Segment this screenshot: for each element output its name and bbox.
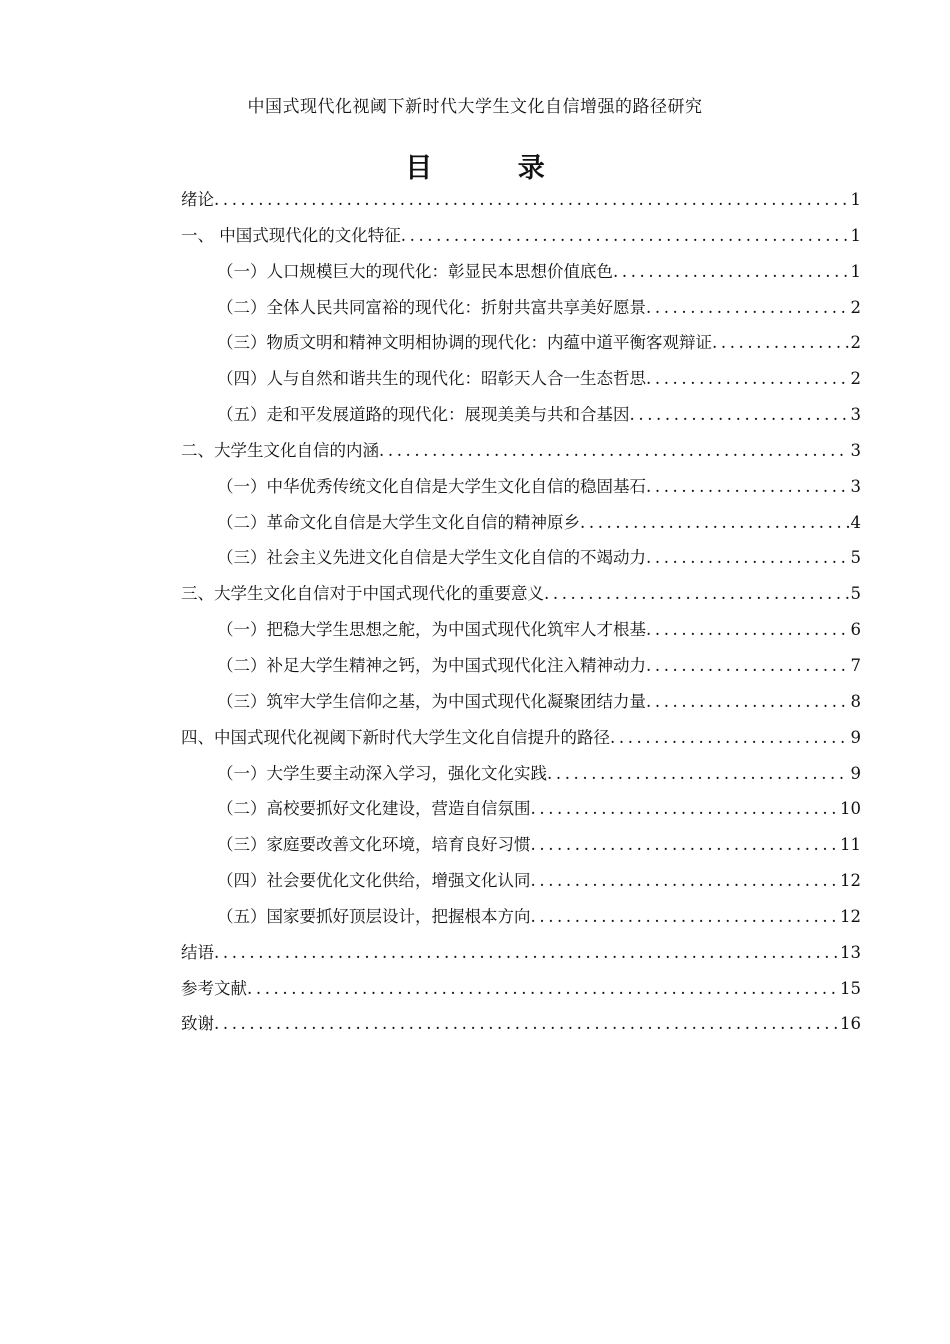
toc-dot-leader <box>247 971 838 1007</box>
toc-entry-page-number: 1 <box>850 261 861 281</box>
toc-title: 目 录 <box>405 153 583 184</box>
toc-entry[interactable] <box>181 182 861 218</box>
toc-entry-text: （二）革命文化自信是大学生文化自信的精神原乡 <box>217 512 580 532</box>
toc-entry[interactable] <box>181 720 861 756</box>
toc-entry[interactable] <box>181 576 861 612</box>
toc-entry[interactable] <box>181 540 861 576</box>
toc-entry[interactable] <box>181 505 861 541</box>
toc-entry-text: （二）补足大学生精神之钙，为中国式现代化注入精神动力 <box>217 655 646 675</box>
toc-dot-leader <box>544 576 849 612</box>
toc-entry[interactable] <box>181 325 861 361</box>
toc-entry-page-number: 9 <box>850 727 861 747</box>
toc-entry-text: 结语 <box>181 942 214 962</box>
toc-entry-text: （三）社会主义先进文化自信是大学生文化自信的不竭动力 <box>217 548 646 568</box>
toc-entry-text: （三）物质文明和精神文明相协调的现代化：内蕴中道平衡客观辩证 <box>217 333 712 353</box>
toc-dot-leader <box>547 756 849 792</box>
toc-entry-text: （一）中华优秀传统文化自信是大学生文化自信的稳固基石 <box>217 476 646 496</box>
toc-dot-leader <box>646 361 849 397</box>
toc-entry[interactable] <box>181 397 861 433</box>
toc-entry-text: （四）社会要优化文化供给，增强文化认同 <box>217 871 531 891</box>
toc-entry[interactable] <box>181 935 861 971</box>
toc-entry-page-number: 3 <box>850 405 861 425</box>
toc-entry-text: （二）高校要抓好文化建设，营造自信氛围 <box>217 799 531 819</box>
toc-entry-text: （一）人口规模巨大的现代化：彰显民本思想价值底色 <box>217 261 613 281</box>
toc-entry[interactable] <box>181 361 861 397</box>
toc-entry[interactable] <box>181 791 861 827</box>
toc-entry-page-number: 11 <box>840 835 861 855</box>
toc-entry-text: （一）把稳大学生思想之舵，为中国式现代化筑牢人才根基 <box>217 620 646 640</box>
toc-entry[interactable] <box>181 899 861 935</box>
toc-entry[interactable] <box>181 1006 861 1042</box>
toc-dot-leader <box>531 863 839 899</box>
toc-dot-leader <box>580 505 849 541</box>
toc-dot-leader <box>214 182 849 218</box>
toc-entry-text: 致谢 <box>181 1014 214 1034</box>
toc-entry-text: （三）家庭要改善文化环境，培育良好习惯 <box>217 835 531 855</box>
toc-entry-page-number: 7 <box>850 655 861 675</box>
toc-entry-page-number: 15 <box>840 978 861 998</box>
toc-entry-page-number: 5 <box>850 548 861 568</box>
toc-dot-leader <box>531 791 839 827</box>
toc-entry-text: 三、大学生文化自信对于中国式现代化的重要意义 <box>181 584 544 604</box>
toc-dot-leader <box>531 827 839 863</box>
toc-entry[interactable] <box>181 290 861 326</box>
toc-entry-text: （五）走和平发展道路的现代化：展现美美与共和合基因 <box>217 405 630 425</box>
toc-entry-page-number: 1 <box>850 225 861 245</box>
toc-entry-page-number: 3 <box>850 440 861 460</box>
toc-entry-text: 四、中国式现代化视阈下新时代大学生文化自信提升的路径 <box>181 727 610 747</box>
toc-entry-text: 参考文献 <box>181 978 247 998</box>
toc-entry-page-number: 2 <box>850 333 861 353</box>
toc-entry[interactable] <box>181 218 861 254</box>
toc-dot-leader <box>214 935 838 971</box>
toc-dot-leader <box>712 325 849 361</box>
toc-dot-leader <box>214 1006 838 1042</box>
toc-entry-page-number: 2 <box>850 369 861 389</box>
toc-dot-leader <box>379 433 849 469</box>
toc-dot-leader <box>401 218 849 254</box>
toc-dot-leader <box>610 720 849 756</box>
toc-dot-leader <box>646 648 849 684</box>
toc-entry-text: （四）人与自然和谐共生的现代化：昭彰天人合一生态哲思 <box>217 369 646 389</box>
toc-dot-leader <box>531 899 839 935</box>
toc-entry[interactable] <box>181 971 861 1007</box>
toc-entry-page-number: 16 <box>840 1014 861 1034</box>
toc-entry-text: （三）筑牢大学生信仰之基，为中国式现代化凝聚团结力量 <box>217 691 646 711</box>
toc-entry-page-number: 13 <box>840 942 861 962</box>
toc-entry-page-number: 10 <box>840 799 861 819</box>
toc-entry-text: 二、大学生文化自信的内涵 <box>181 440 379 460</box>
toc-entry[interactable] <box>181 469 861 505</box>
toc-entry-page-number: 9 <box>850 763 861 783</box>
toc-entry-page-number: 6 <box>850 620 861 640</box>
toc-entry[interactable] <box>181 648 861 684</box>
toc-entry[interactable] <box>181 827 861 863</box>
toc-entry-page-number: 3 <box>850 476 861 496</box>
toc-entry[interactable] <box>181 863 861 899</box>
toc-entry-text: （五）国家要抓好顶层设计，把握根本方向 <box>217 906 531 926</box>
toc-entry-page-number: 12 <box>840 871 861 891</box>
toc-entry-page-number: 8 <box>850 691 861 711</box>
toc-entry-text: 绪论 <box>181 190 214 209</box>
toc-dot-leader <box>646 469 849 505</box>
toc-entry[interactable] <box>181 756 861 792</box>
page-header-title: 中国式现代化视阈下新时代大学生文化自信增强的路径研究 <box>247 97 703 117</box>
toc-entry[interactable] <box>181 612 861 648</box>
toc-entry-page-number: 1 <box>850 190 861 209</box>
toc-dot-leader <box>630 397 849 433</box>
toc-entry[interactable] <box>181 254 861 290</box>
toc-entry-page-number: 5 <box>850 584 861 604</box>
toc-entry-text: （二）全体人民共同富裕的现代化：折射共富共享美好愿景 <box>217 297 646 317</box>
toc-entry-text: 一、 中国式现代化的文化特征 <box>181 225 401 245</box>
toc-dot-leader <box>613 254 849 290</box>
toc-dot-leader <box>646 612 849 648</box>
toc-entry-page-number: 2 <box>850 297 861 317</box>
toc-entry-page-number: 12 <box>840 906 861 926</box>
toc-entry-text: （一）大学生要主动深入学习，强化文化实践 <box>217 763 547 783</box>
toc-entry[interactable] <box>181 433 861 469</box>
toc-entry-page-number: 4 <box>850 512 861 532</box>
toc-dot-leader <box>646 540 849 576</box>
toc-dot-leader <box>646 684 849 720</box>
table-of-contents <box>181 182 861 1042</box>
toc-dot-leader <box>646 290 849 326</box>
toc-entry[interactable] <box>181 684 861 720</box>
